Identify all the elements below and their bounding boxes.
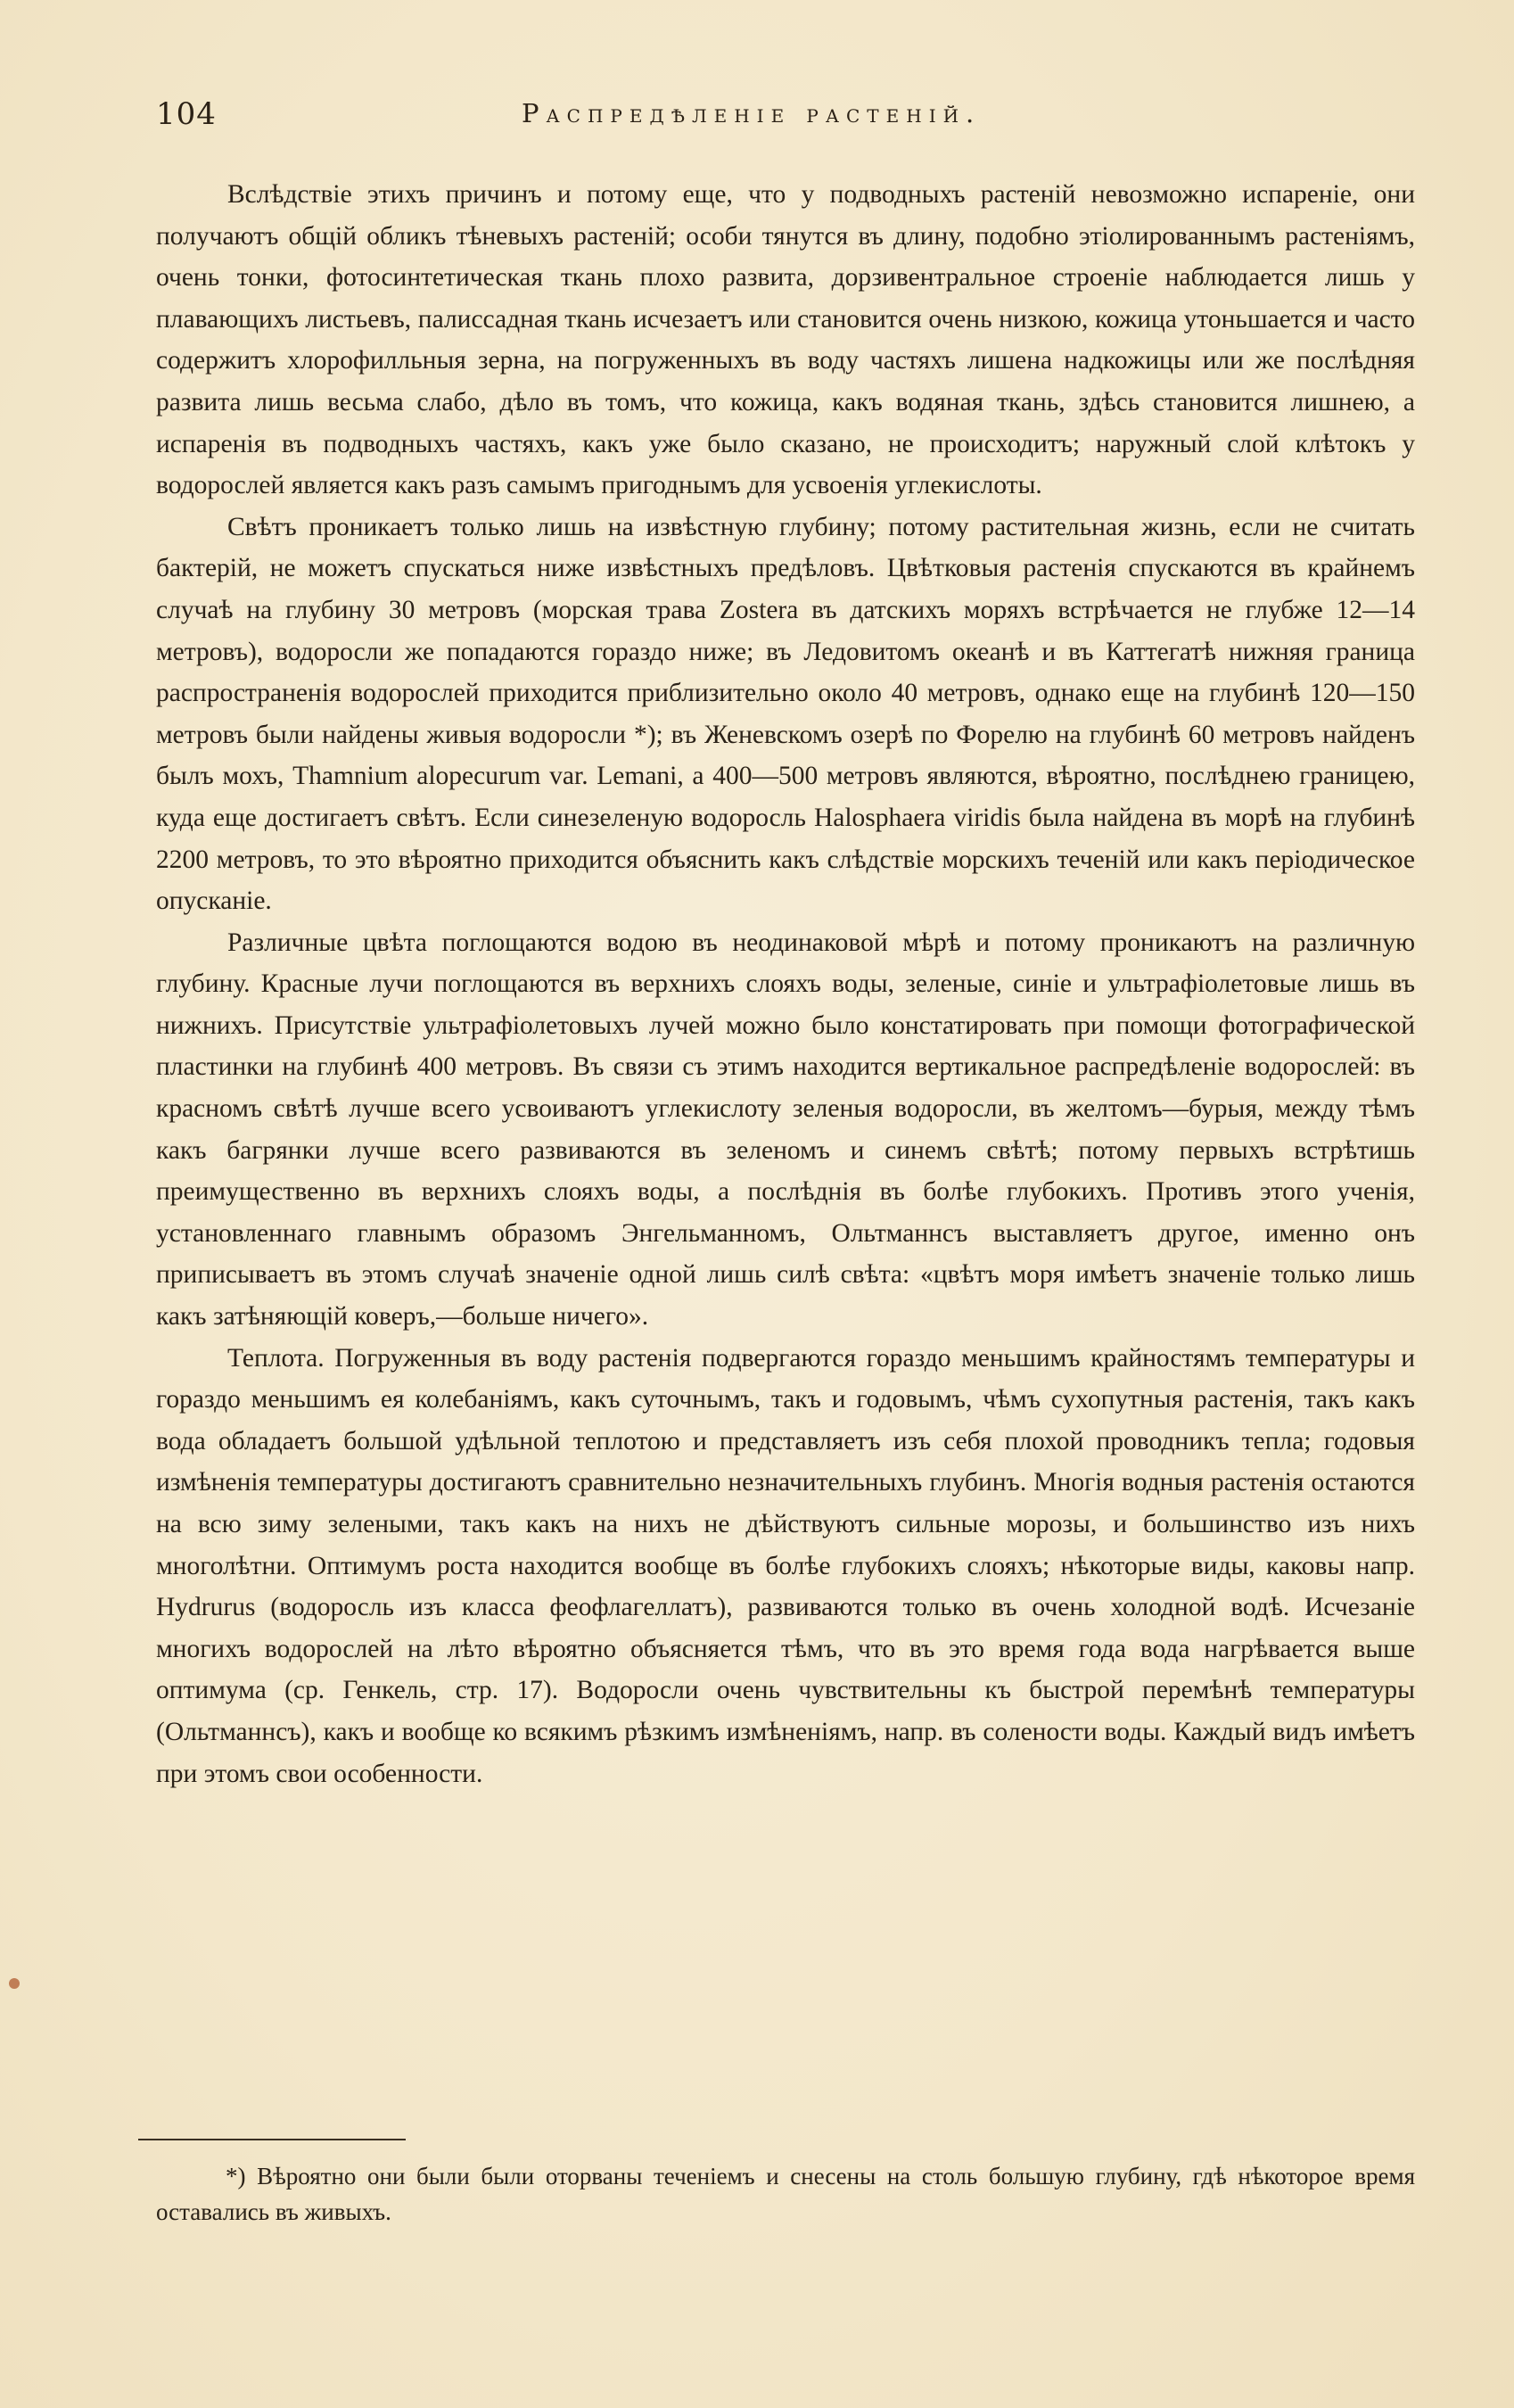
page-header bbox=[156, 96, 1427, 141]
footnote-divider bbox=[138, 2139, 406, 2140]
paragraph-heat: Теплота. Погруженныя въ воду растенія подвергаются гораздо меньшимъ крайностямъ температуры и гораздо меньшимъ ея колебаніямъ, какъ суточнымъ, такъ и годовымъ, чѣмъ сухопутныя растенія, такъ какъ вода обладаетъ большой удѣльной теплотою и представляетъ изъ себя плохой проводникъ тепла; годовыя измѣненія температуры достигаютъ сравнительно незначительныхъ глубинъ. Многія водныя растенія остаются на всю зиму зелеными, такъ какъ на нихъ не дѣйствуютъ сильные морозы, и большинство изъ нихъ многолѣтни. Оптимумъ роста находится вообще въ болѣе глубокихъ слояхъ; нѣкоторые виды, каковы напр. Hydrurus (водоросль изъ класса феофлагеллатъ), развиваются только въ очень холодной водѣ. Исчезаніе многихъ водорослей на лѣто вѣроятно объясняется тѣмъ, что въ это время года вода нагрѣвается выше оптимума (ср. Генкель, стр. 17). Водоросли очень чувствительны къ быстрой перемѣнѣ температуры (Ольтманнсъ), какъ и вообще ко всякимъ рѣзкимъ измѣненіямъ, напр. въ солености воды. Каждый видъ имѣетъ при этомъ свои особенности. bbox=[156, 1343, 1415, 1788]
running-head: Распредѣленіе растеній. bbox=[522, 98, 982, 128]
footnote: *) Вѣроятно они были были оторваны теченіемъ и снесены на столь большую глубину, гдѣ нѣкоторое время оставались въ живыхъ. bbox=[156, 2163, 1415, 2225]
page-number: 104 bbox=[156, 96, 217, 132]
paragraph-light-depth: Свѣтъ проникаетъ только лишь на извѣстную глубину; потому растительная жизнь, если не считать бактерій, не можетъ спускаться ниже извѣстныхъ предѣловъ. Цвѣтковыя растенія спускаются въ крайнемъ случаѣ на глубину 30 метровъ (морская трава Zostera въ датскихъ моряхъ встрѣчается не глубже 12—14 метровъ), водоросли же попадаются гораздо ниже; въ Ледовитомъ океанѣ и въ Каттегатѣ нижняя граница распространенія водорослей приходится приблизительно около 40 метровъ, однако еще на глубинѣ 120—150 метровъ были найдены живыя водоросли *); въ Женевскомъ озерѣ по Форелю на глубинѣ 60 метровъ найденъ былъ мохъ, Thamnium alopecurum var. Lemani, а 400—500 метровъ являются, вѣроятно, послѣднею границею, куда еще достигаетъ свѣтъ. Если синезеленую водоросль Halosphaera viridis была найдена въ морѣ на глубинѣ 2200 метровъ, то это вѣроятно приходится объяснить какъ слѣдствіе морскихъ теченій или какъ періодическое опусканіе. bbox=[156, 512, 1415, 916]
paragraph-colors: Различные цвѣта поглощаются водою въ неодинаковой мѣрѣ и потому проникаютъ на различную глубину. Красные лучи поглощаются въ верхнихъ слояхъ воды, зеленые, синіе и ультрафіолетовые лишь въ нижнихъ. Присутствіе ультрафіолетовыхъ лучей можно было констатировать при помощи фотографической пластинки на глубинѣ 400 метровъ. Въ связи съ этимъ находится вертикальное распредѣленіе водорослей: въ красномъ свѣтѣ лучше всего усвоиваютъ углекислоту зеленыя водоросли, въ желтомъ—бурыя, между тѣмъ какъ багрянки лучше всего развиваются въ зеленомъ и синемъ свѣтѣ; потому первыхъ встрѣтишь преимущественно въ верхнихъ слояхъ воды, а послѣднія въ болѣе глубокихъ. Противъ этого ученія, установленнаго главнымъ образомъ Энгельманномъ, Ольтманнсъ выставляетъ другое, именно онъ приписываетъ въ этомъ случаѣ значеніе одной лишь силѣ свѣта: «цвѣтъ моря имѣетъ значеніе только лишь какъ затѣняющій коверъ,—больше ничего». bbox=[156, 928, 1415, 1332]
ink-blot bbox=[9, 1978, 20, 1989]
paragraph-causes: Вслѣдствіе этихъ причинъ и потому еще, что у подводныхъ растеній невозможно испареніе, они получаютъ общій обликъ тѣневыхъ растеній; особи тянутся въ длину, подобно этіолированнымъ растеніямъ, очень тонки, фотосинтетическая ткань плохо развита, дорзивентральное строеніе наблюдается лишь у плавающихъ листьевъ, палиссадная ткань исчезаетъ или становится очень низкою, кожица утоньшается и часто содержитъ хлорофилльныя зерна, на погруженныхъ въ воду частяхъ лишена надкожицы или же послѣдняя развита лишь весьма слабо, дѣло въ томъ, что кожица, какъ водяная ткань, здѣсь становится лишнею, а испаренія въ подводныхъ частяхъ, какъ уже было сказано, не происходитъ; наружный слой клѣтокъ у водорослей является какъ разъ самымъ пригоднымъ для усвоенія углекислоты. bbox=[156, 180, 1415, 500]
body-text bbox=[156, 174, 1415, 1794]
